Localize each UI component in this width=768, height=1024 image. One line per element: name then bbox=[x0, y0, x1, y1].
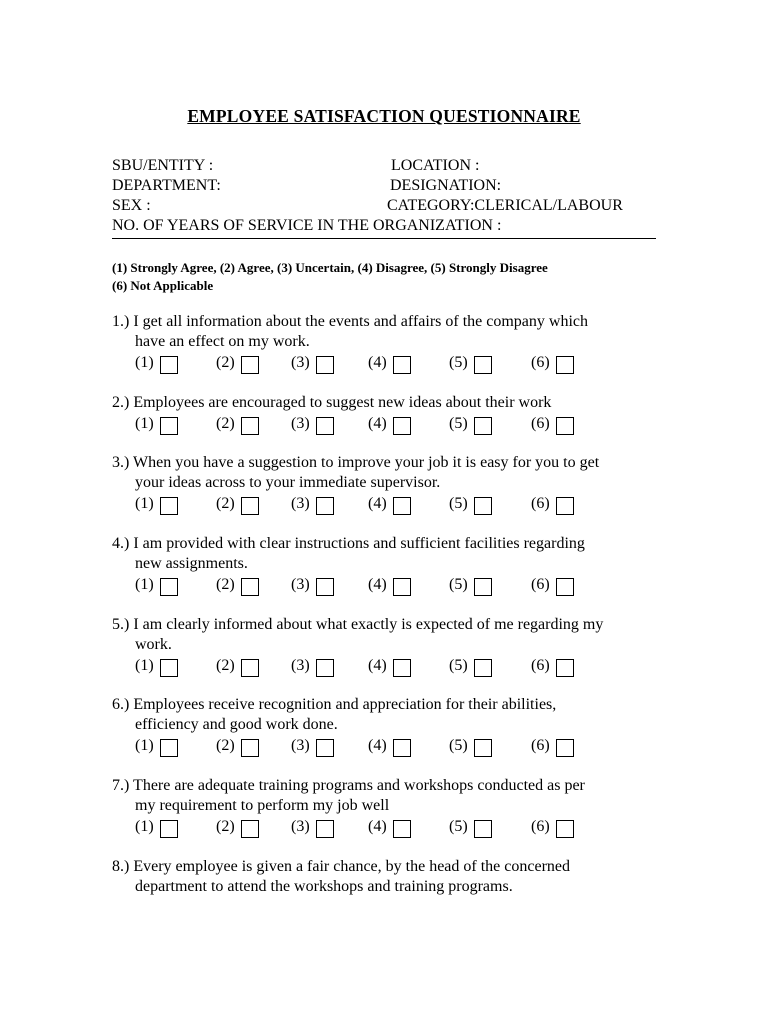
rating-checkbox[interactable] bbox=[316, 356, 334, 374]
rating-checkbox[interactable] bbox=[393, 497, 411, 515]
rating-option-5 bbox=[449, 656, 492, 678]
rating-checkbox[interactable] bbox=[393, 820, 411, 838]
rating-option-2 bbox=[216, 494, 259, 516]
question-text: 6.) Employees receive recognition and appreciation for their abilities, bbox=[112, 696, 557, 713]
rating-option-label: (2) bbox=[216, 737, 235, 754]
rating-option-2 bbox=[216, 575, 259, 597]
rating-option-3 bbox=[291, 494, 334, 516]
rating-option-label: (2) bbox=[216, 657, 235, 674]
rating-option-2 bbox=[216, 656, 259, 678]
rating-option-label: (6) bbox=[531, 737, 550, 754]
rating-option-3 bbox=[291, 656, 334, 678]
question-text: 5.) I am clearly informed about what exactly is expected of me regarding my bbox=[112, 616, 604, 633]
rating-option-4 bbox=[368, 736, 411, 758]
rating-option-label: (6) bbox=[531, 576, 550, 593]
question-2 bbox=[112, 393, 672, 436]
rating-option-label: (3) bbox=[291, 354, 310, 371]
rating-option-3 bbox=[291, 575, 334, 597]
rating-options bbox=[112, 353, 672, 375]
rating-checkbox[interactable] bbox=[241, 820, 259, 838]
department-field: DEPARTMENT: bbox=[112, 177, 221, 194]
rating-option-label: (6) bbox=[531, 495, 550, 512]
question-3 bbox=[112, 453, 672, 516]
rating-checkbox[interactable] bbox=[393, 578, 411, 596]
rating-option-6 bbox=[531, 414, 574, 436]
rating-option-label: (3) bbox=[291, 495, 310, 512]
rating-option-2 bbox=[216, 736, 259, 758]
rating-option-4 bbox=[368, 494, 411, 516]
rating-option-label: (3) bbox=[291, 657, 310, 674]
rating-option-5 bbox=[449, 353, 492, 375]
rating-options bbox=[112, 736, 672, 758]
rating-option-4 bbox=[368, 575, 411, 597]
rating-option-label: (2) bbox=[216, 576, 235, 593]
question-4 bbox=[112, 534, 672, 597]
question-text: 2.) Employees are encouraged to suggest new ideas about their work bbox=[112, 394, 552, 411]
scale-legend-line-1: (1) Strongly Agree, (2) Agree, (3) Uncertain, (4) Disagree, (5) Strongly Disagree bbox=[112, 260, 548, 275]
question-1 bbox=[112, 312, 672, 375]
rating-option-1 bbox=[135, 494, 178, 516]
rating-option-6 bbox=[531, 353, 574, 375]
rating-checkbox[interactable] bbox=[316, 578, 334, 596]
question-text: 1.) I get all information about the events and affairs of the company which bbox=[112, 313, 588, 330]
rating-checkbox[interactable] bbox=[316, 417, 334, 435]
rating-checkbox[interactable] bbox=[160, 417, 178, 435]
rating-checkbox[interactable] bbox=[160, 659, 178, 677]
rating-checkbox[interactable] bbox=[241, 417, 259, 435]
rating-option-2 bbox=[216, 817, 259, 839]
page-title: EMPLOYEE SATISFACTION QUESTIONNAIRE bbox=[187, 106, 581, 126]
question-text-cont: have an effect on my work. bbox=[135, 333, 310, 350]
rating-option-label: (5) bbox=[449, 657, 468, 674]
question-text: 8.) Every employee is given a fair chance, by the head of the concerned bbox=[112, 858, 571, 875]
rating-option-label: (1) bbox=[135, 737, 154, 754]
rating-option-4 bbox=[368, 656, 411, 678]
question-8 bbox=[112, 857, 672, 897]
rating-option-label: (6) bbox=[531, 657, 550, 674]
rating-checkbox[interactable] bbox=[556, 578, 574, 596]
rating-option-label: (5) bbox=[449, 415, 468, 432]
rating-option-label: (2) bbox=[216, 818, 235, 835]
rating-checkbox[interactable] bbox=[160, 356, 178, 374]
rating-option-1 bbox=[135, 817, 178, 839]
rating-option-4 bbox=[368, 353, 411, 375]
rating-option-label: (4) bbox=[368, 495, 387, 512]
rating-checkbox[interactable] bbox=[556, 356, 574, 374]
scale-legend-line-2: (6) Not Applicable bbox=[112, 278, 214, 293]
rating-option-1 bbox=[135, 736, 178, 758]
rating-checkbox[interactable] bbox=[316, 497, 334, 515]
rating-option-label: (1) bbox=[135, 657, 154, 674]
rating-option-label: (5) bbox=[449, 354, 468, 371]
rating-checkbox[interactable] bbox=[393, 417, 411, 435]
rating-option-6 bbox=[531, 575, 574, 597]
rating-option-5 bbox=[449, 494, 492, 516]
rating-options bbox=[112, 656, 672, 678]
rating-checkbox[interactable] bbox=[474, 417, 492, 435]
question-text-cont: work. bbox=[135, 636, 172, 653]
category-field: CATEGORY:CLERICAL/LABOUR bbox=[387, 197, 623, 214]
rating-option-label: (1) bbox=[135, 495, 154, 512]
rating-checkbox[interactable] bbox=[556, 659, 574, 677]
rating-option-6 bbox=[531, 817, 574, 839]
question-text-cont: efficiency and good work done. bbox=[135, 716, 338, 733]
rating-checkbox[interactable] bbox=[241, 739, 259, 757]
rating-checkbox[interactable] bbox=[393, 739, 411, 757]
rating-checkbox[interactable] bbox=[556, 417, 574, 435]
rating-option-label: (4) bbox=[368, 737, 387, 754]
rating-option-label: (3) bbox=[291, 737, 310, 754]
rating-checkbox[interactable] bbox=[241, 659, 259, 677]
rating-option-label: (5) bbox=[449, 495, 468, 512]
rating-checkbox[interactable] bbox=[474, 497, 492, 515]
rating-checkbox[interactable] bbox=[556, 497, 574, 515]
rating-option-label: (1) bbox=[135, 818, 154, 835]
question-text-cont: new assignments. bbox=[135, 555, 248, 572]
rating-option-4 bbox=[368, 817, 411, 839]
rating-option-label: (2) bbox=[216, 495, 235, 512]
question-5 bbox=[112, 615, 672, 678]
question-text: 7.) There are adequate training programs and workshops conducted as per bbox=[112, 777, 585, 794]
rating-checkbox[interactable] bbox=[160, 578, 178, 596]
rating-checkbox[interactable] bbox=[316, 820, 334, 838]
rating-options bbox=[112, 414, 672, 436]
rating-option-3 bbox=[291, 736, 334, 758]
rating-checkbox[interactable] bbox=[160, 497, 178, 515]
header-divider bbox=[112, 238, 656, 239]
rating-option-label: (6) bbox=[531, 818, 550, 835]
rating-options bbox=[112, 575, 672, 597]
rating-option-1 bbox=[135, 575, 178, 597]
rating-checkbox[interactable] bbox=[393, 356, 411, 374]
question-text-cont: your ideas across to your immediate supervisor. bbox=[135, 474, 441, 491]
rating-checkbox[interactable] bbox=[474, 578, 492, 596]
question-6 bbox=[112, 695, 672, 758]
rating-option-3 bbox=[291, 414, 334, 436]
rating-option-4 bbox=[368, 414, 411, 436]
rating-option-label: (4) bbox=[368, 657, 387, 674]
rating-option-label: (5) bbox=[449, 737, 468, 754]
rating-option-2 bbox=[216, 414, 259, 436]
years-of-service-field: NO. OF YEARS OF SERVICE IN THE ORGANIZATION : bbox=[112, 217, 502, 234]
rating-checkbox[interactable] bbox=[241, 356, 259, 374]
rating-checkbox[interactable] bbox=[474, 356, 492, 374]
rating-option-3 bbox=[291, 817, 334, 839]
question-text-cont: my requirement to perform my job well bbox=[135, 797, 390, 814]
rating-checkbox[interactable] bbox=[556, 820, 574, 838]
rating-option-2 bbox=[216, 353, 259, 375]
rating-option-label: (4) bbox=[368, 354, 387, 371]
question-7 bbox=[112, 776, 672, 839]
rating-options bbox=[112, 817, 672, 839]
rating-option-label: (4) bbox=[368, 818, 387, 835]
rating-checkbox[interactable] bbox=[393, 659, 411, 677]
rating-option-label: (1) bbox=[135, 576, 154, 593]
rating-checkbox[interactable] bbox=[474, 739, 492, 757]
rating-option-1 bbox=[135, 353, 178, 375]
sex-field: SEX : bbox=[112, 197, 151, 214]
rating-option-label: (3) bbox=[291, 415, 310, 432]
rating-option-label: (4) bbox=[368, 576, 387, 593]
location-field: LOCATION : bbox=[391, 157, 480, 174]
rating-checkbox[interactable] bbox=[160, 820, 178, 838]
rating-option-5 bbox=[449, 817, 492, 839]
designation-field: DESIGNATION: bbox=[390, 177, 502, 194]
rating-options bbox=[112, 494, 672, 516]
rating-option-6 bbox=[531, 656, 574, 678]
rating-option-label: (2) bbox=[216, 415, 235, 432]
rating-option-label: (3) bbox=[291, 576, 310, 593]
question-text-cont: department to attend the workshops and training programs. bbox=[135, 878, 513, 895]
rating-option-1 bbox=[135, 656, 178, 678]
rating-checkbox[interactable] bbox=[316, 659, 334, 677]
rating-option-label: (4) bbox=[368, 415, 387, 432]
rating-checkbox[interactable] bbox=[241, 578, 259, 596]
rating-checkbox[interactable] bbox=[474, 820, 492, 838]
sbu-entity-field: SBU/ENTITY : bbox=[112, 157, 214, 174]
rating-option-label: (5) bbox=[449, 576, 468, 593]
rating-option-label: (1) bbox=[135, 415, 154, 432]
rating-option-label: (1) bbox=[135, 354, 154, 371]
rating-option-5 bbox=[449, 575, 492, 597]
rating-option-label: (5) bbox=[449, 818, 468, 835]
rating-checkbox[interactable] bbox=[160, 739, 178, 757]
question-text: 3.) When you have a suggestion to improve your job it is easy for you to get bbox=[112, 454, 600, 471]
rating-option-label: (3) bbox=[291, 818, 310, 835]
rating-option-5 bbox=[449, 414, 492, 436]
rating-option-label: (6) bbox=[531, 354, 550, 371]
question-text: 4.) I am provided with clear instructions and sufficient facilities regarding bbox=[112, 535, 585, 552]
rating-option-3 bbox=[291, 353, 334, 375]
rating-option-1 bbox=[135, 414, 178, 436]
rating-option-label: (2) bbox=[216, 354, 235, 371]
rating-option-label: (6) bbox=[531, 415, 550, 432]
rating-checkbox[interactable] bbox=[474, 659, 492, 677]
rating-option-6 bbox=[531, 494, 574, 516]
rating-checkbox[interactable] bbox=[316, 739, 334, 757]
rating-checkbox[interactable] bbox=[556, 739, 574, 757]
rating-checkbox[interactable] bbox=[241, 497, 259, 515]
rating-option-6 bbox=[531, 736, 574, 758]
rating-option-5 bbox=[449, 736, 492, 758]
